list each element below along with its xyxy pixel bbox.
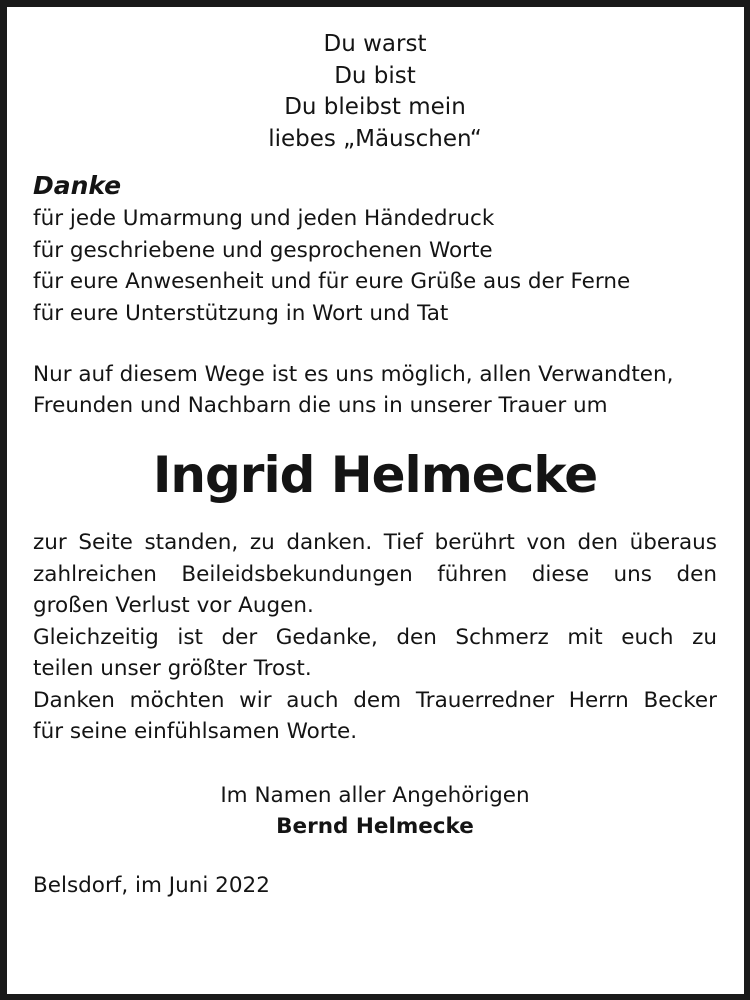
poem-line: Du warst (323, 31, 427, 57)
intro-line: Freunden und Nachbarn die uns in unserer Trauer um (33, 393, 608, 418)
body-line: Danken möchten wir auch dem Trauerredner Herrn Becker (33, 687, 717, 713)
body-line: Gleichzeitig ist der Gedanke, den Schmerz mit euch zu (33, 624, 717, 650)
body-line: zur Seite standen, zu danken. Tief berührt von den überaus (33, 530, 717, 555)
signature-block (33, 780, 717, 842)
signature-line: Im Namen aller Angehörigen (220, 782, 530, 808)
thanks-line: für eure Unterstützung in Wort und Tat (33, 300, 449, 326)
body-paragraph (33, 527, 717, 748)
intro-line: Nur auf diesem Wege ist es uns möglich, allen Verwandten, (33, 362, 674, 387)
body-line: teilen unser größter Trost. (33, 656, 312, 681)
poem-line: Du bist (334, 62, 416, 89)
poem-line: Du bleibst mein (284, 94, 466, 120)
deceased-name: Ingrid Helmecke (152, 446, 598, 504)
body-line: für seine einfühlsamen Worte. (33, 719, 358, 744)
body-line: großen Verlust vor Augen. (33, 593, 314, 618)
thanks-line: für jede Umarmung und jeden Händedruck (33, 206, 495, 231)
thanks-line: für geschriebene und gesprochenen Worte (33, 237, 493, 263)
thanks-heading: Danke (33, 171, 122, 200)
poem-line: liebes „Mäuschen“ (268, 125, 482, 152)
poem (33, 29, 717, 155)
intro-paragraph (33, 359, 717, 421)
signer-name: Bernd Helmecke (276, 813, 474, 839)
obituary-content (33, 29, 717, 901)
body-line: zahlreichen Beileidsbekundungen führen diese uns den (33, 561, 717, 587)
thanks-list (33, 203, 717, 329)
place-date: Belsdorf, im Juni 2022 (33, 872, 270, 898)
thanks-line: für eure Anwesenheit und für eure Grüße aus der Ferne (33, 269, 631, 294)
